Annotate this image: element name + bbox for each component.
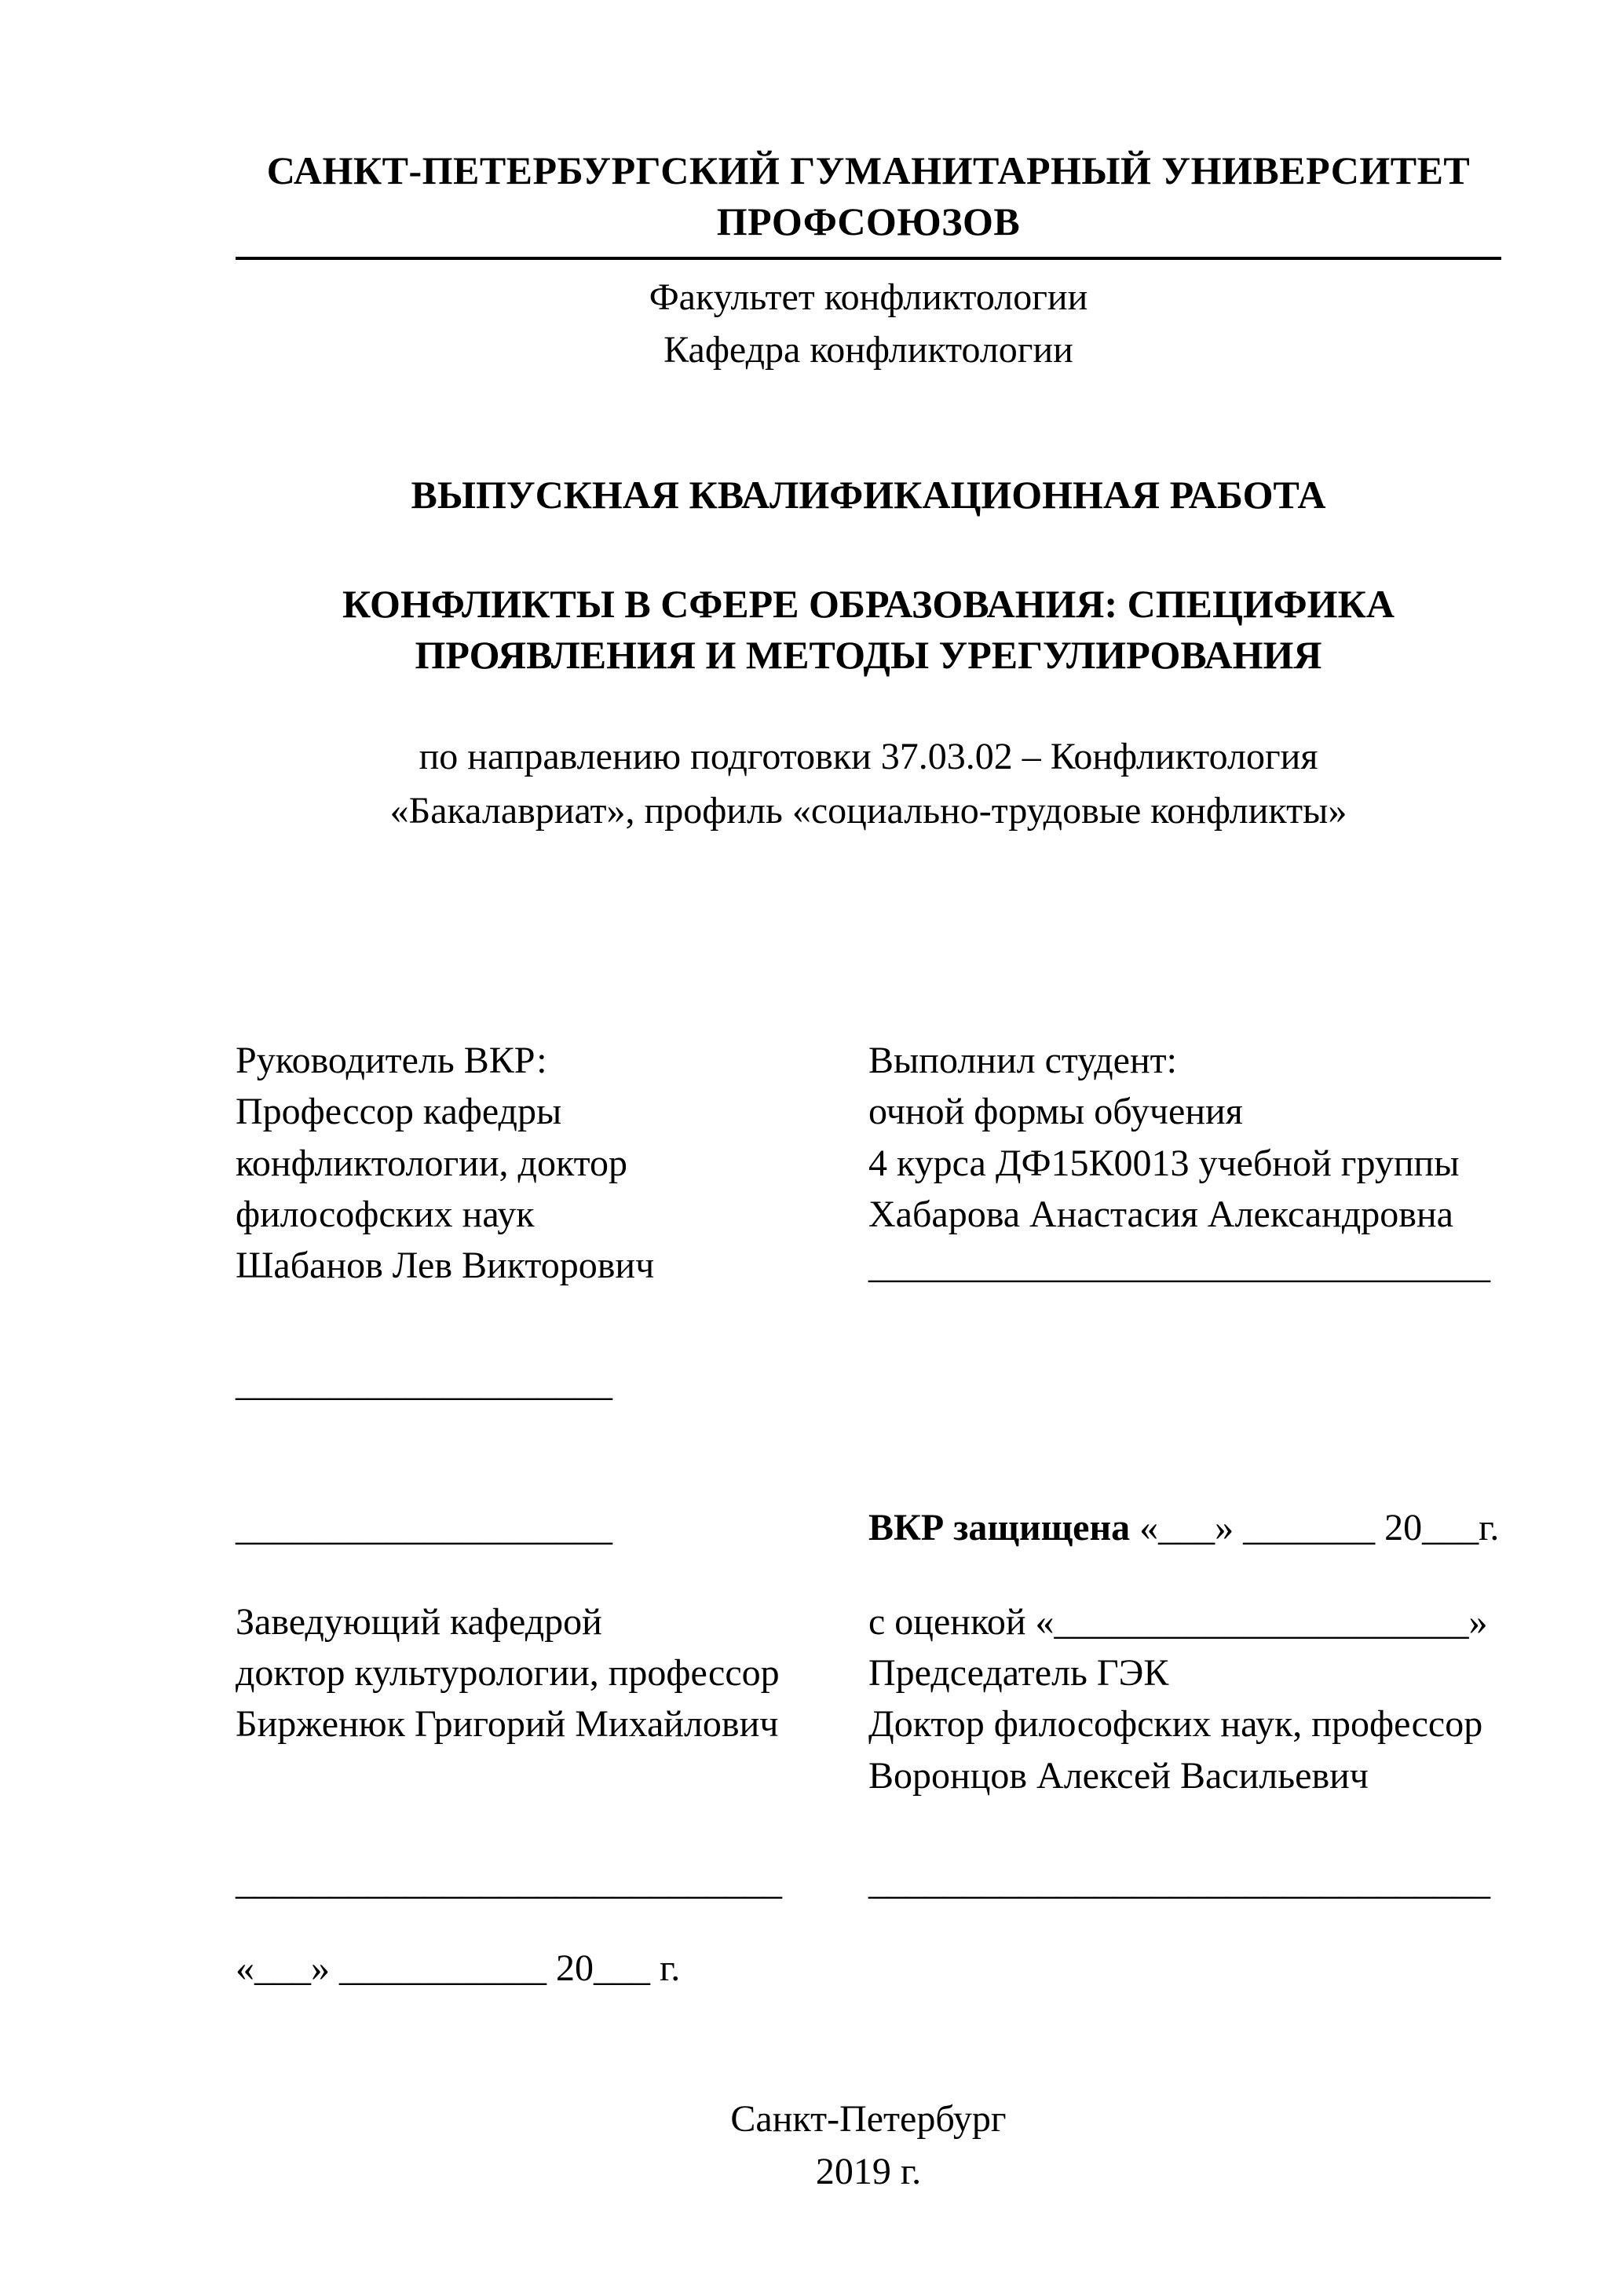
department-name: Кафедра конфликтологии (663, 329, 1073, 371)
gec-chair-name: Воронцов Алексей Васильевич (868, 1754, 1369, 1797)
supervisor-signature-line-2: ____________________ (236, 1506, 612, 1548)
university-name: САНКТ-ПЕТЕРБУРГСКИЙ ГУМАНИТАРНЫЙ УНИВЕРСИТЕТ ПРОФСОЮЗОВ (266, 148, 1471, 243)
student-label: Выполнил студент: (868, 1040, 1177, 1082)
profile-line: «Бакалавриат», профиль «социально-трудовые конфликты» (389, 790, 1347, 832)
footer-year: 2019 г. (815, 2150, 922, 2192)
department-head-block (236, 1596, 868, 1801)
header-subunits (236, 271, 1501, 376)
row-head-chair (236, 1596, 1501, 1801)
document-footer (236, 2093, 1501, 2198)
supervisor-position-line-3: философских наук (236, 1193, 535, 1235)
gec-chair-block (868, 1596, 1501, 1801)
signatures-section (236, 1035, 1501, 1994)
student-info-line-1: очной формы обучения (868, 1091, 1243, 1133)
document-header (236, 145, 1501, 260)
gec-chair-signature-line: _________________________________ (868, 1860, 1490, 1903)
thesis-title: КОНФЛИКТЫ В СФЕРЕ ОБРАЗОВАНИЯ: СПЕЦИФИКА ПРОЯВЛЕНИЯ И МЕТОДЫ УРЕГУЛИРОВАНИЯ (342, 581, 1395, 677)
gec-chair-degree: Доктор философских наук, профессор (868, 1703, 1483, 1746)
student-info-line-2: 4 курса ДФ15К0013 учебной группы (868, 1142, 1460, 1184)
student-block (868, 1035, 1501, 1291)
defense-statement (868, 1502, 1501, 1553)
supervisor-name: Шабанов Лев Викторович (236, 1245, 655, 1287)
program-info (236, 729, 1501, 839)
supervisor-position-line-2: конфликтологии, доктор (236, 1142, 627, 1184)
footer-city: Санкт-Петербург (730, 2097, 1007, 2140)
student-signature-line: _________________________________ (868, 1245, 1490, 1287)
department-head-name: Бирженюк Григорий Михайлович (236, 1703, 779, 1746)
date-line: «___» ___________ 20___ г. (236, 1947, 681, 1990)
supervisor-block (236, 1035, 868, 1291)
gec-chair-role: Председатель ГЭК (868, 1652, 1169, 1695)
row-date (236, 1943, 1501, 1994)
department-head-degree: доктор культурологии, профессор (236, 1652, 780, 1695)
faculty-name: Факультет конфликтологии (649, 276, 1088, 318)
defense-label: ВКР защищена (868, 1506, 1131, 1548)
department-head-role: Заведующий кафедрой (236, 1600, 602, 1643)
row-long-signature-lines (236, 1856, 1501, 1907)
student-name: Хабарова Анастасия Александровна (868, 1193, 1453, 1235)
grade-line: с оценкой «______________________» (868, 1600, 1488, 1643)
direction-line: по направлению подготовки 37.03.02 – Конфликтология (419, 735, 1318, 777)
defense-blanks: «___» _______ 20___г. (1130, 1506, 1500, 1548)
department-head-signature-line: _____________________________ (236, 1860, 782, 1903)
row-signature-defense (236, 1502, 1501, 1553)
supervisor-label: Руководитель ВКР: (236, 1040, 547, 1082)
row-supervisor-student (236, 1035, 1501, 1291)
supervisor-signature-line-1: ____________________ (236, 1362, 612, 1405)
row-supervisor-signature-1 (236, 1358, 1501, 1409)
work-type-heading: ВЫПУСКНАЯ КВАЛИФИКАЦИОННАЯ РАБОТА (411, 473, 1326, 517)
supervisor-position-line-1: Профессор кафедры (236, 1091, 562, 1133)
